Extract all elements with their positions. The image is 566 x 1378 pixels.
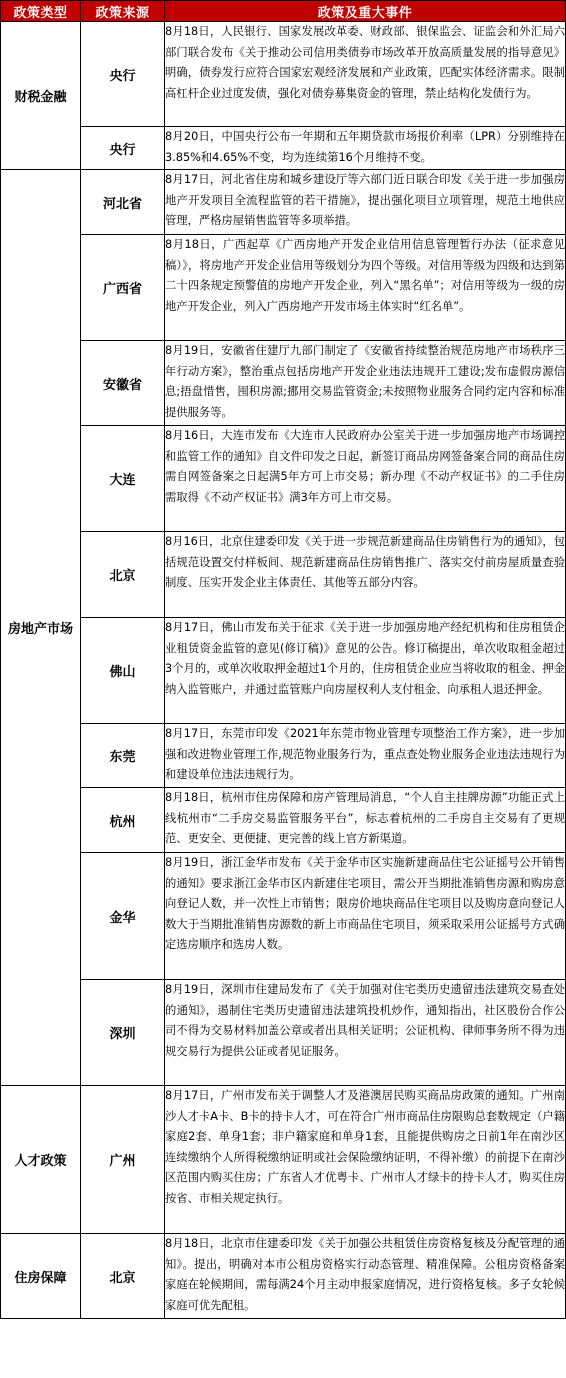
table-row	[1, 724, 566, 788]
policy-event-cell: 8月20日，中国央行公布一年期和五年期贷款市场报价利率（LPR）分别维持在3.85%和4.65%不变，均为连续第16个月维持不变。	[165, 127, 566, 170]
policy-type-cell: 财税金融	[1, 22, 81, 170]
table-row	[1, 618, 566, 724]
table-row	[1, 341, 566, 426]
policy-event-cell: 8月17日，广州市发布关于调整人才及港澳居民购买商品房政策的通知。广州南沙人才卡A卡、B卡的持卡人才，可在符合广州市商品住房限购总套数规定（户籍家庭2套、单身1套；非户籍家庭和单身1套，且能提供购房之日前1年在南沙区连续缴纳个人所得税缴纳证明或社会保险缴纳证明，不得补缴）的前提下在南沙区范围内购买住房；广东省人才优粤卡、广州市人才绿卡的持卡人才，购买住房按省、市相关规定执行。	[165, 1086, 566, 1234]
header-policy-type: 政策类型	[1, 1, 81, 22]
header-policy-event: 政策及重大事件	[165, 1, 566, 22]
table-row	[1, 1234, 566, 1319]
policy-event-cell: 8月18日，人民银行、国家发展改革委、财政部、银保监会、证监会和外汇局六部门联合发布《关于推动公司信用类债券市场改革开放高质量发展的指导意见》明确，债券发行应符合国家宏观经济发展和产业政策，匹配实体经济需求。限制高杠杆企业过度发债，强化对债券募集资金的管理，禁止结构化发债行为。	[165, 22, 566, 127]
policy-event-cell: 8月17日，佛山市发布关于征求《关于进一步加强房地产经纪机构和住房租赁企业租赁资金监管的意见(修订稿)》意见的公告。修订稿提出，单次收取租金超过3个月的，或单次收取押金超过1个月的，住房租赁企业应当将收取的租金、押金纳入监管账户，并通过监管账户向房屋权利人支付租金、向承租人退还押金。	[165, 618, 566, 724]
table-row	[1, 127, 566, 170]
policy-event-cell: 8月19日，深圳市住建局发布了《关于加强对住宅类历史遗留违法建筑交易查处的通知》，遏制住宅类历史遗留违法建筑投机炒作，通知指出，社区股份合作公司不得为交易材料加盖公章或者出具相关证明；公证机构、律师事务所不得为违规交易行为提供公证或者见证服务。	[165, 980, 566, 1086]
policy-source-cell: 佛山	[81, 618, 165, 724]
policy-source-cell: 杭州	[81, 788, 165, 853]
policy-event-cell: 8月18日，杭州市住房保障和房产管理局消息，“个人自主挂牌房源”功能正式上线杭州市“二手房交易监管服务平台”，标志着杭州的二手房自主交易有了更规范、更安全、更便捷、更完善的线上官方新渠道。	[165, 788, 566, 853]
policy-source-cell: 北京	[81, 1234, 165, 1319]
table-row	[1, 235, 566, 341]
policy-source-cell: 广州	[81, 1086, 165, 1234]
table-row	[1, 788, 566, 853]
policy-event-cell: 8月17日，河北省住房和城乡建设厅等六部门近日联合印发《关于进一步加强房地产开发项目全流程监管的若干措施》，提出强化项目立项管理，规范土地供应管理，严格房屋销售监管等多项举措。	[165, 170, 566, 235]
policy-source-cell: 央行	[81, 127, 165, 170]
policy-event-cell: 8月18日，北京市住建委印发《关于加强公共租赁住房资格复核及分配管理的通知》。提出，明确对本市公租房资格实行动态管理、精准保障。公租房资格备案家庭在轮候期间，需每满24个月主动申报家庭情况，进行资格复核。多子女轮候家庭可优先配租。	[165, 1234, 566, 1319]
policy-type-cell: 住房保障	[1, 1234, 81, 1319]
table-row	[1, 22, 566, 127]
policy-source-cell: 东莞	[81, 724, 165, 788]
policy-event-cell: 8月18日，广西起草《广西房地产开发企业信用信息管理暂行办法（征求意见稿）》，将房地产开发企业信用等级划分为四个等级。对信用等级为四级和达到第二十四条规定预警值的房地产开发企业，列入“黑名单”；对信用等级为一级的房地产开发企业，列入广西房地产开发市场主体实时“红名单”。	[165, 235, 566, 341]
policy-event-cell: 8月17日，东莞市印发《2021年东莞市物业管理专项整治工作方案》，进一步加强和改进物业管理工作,规范物业服务行为，重点查处物业服务企业违法违规行为和建设单位违法违规行为。	[165, 724, 566, 788]
policy-event-cell: 8月16日，北京住建委印发《关于进一步规范新建商品住房销售行为的通知》，包括规范设置交付样板间、规范新建商品住房销售推广、落实交付前房屋质量查验制度、压实开发企业主体责任、其他等五部分内容。	[165, 532, 566, 618]
policy-source-cell: 广西省	[81, 235, 165, 341]
header-row	[1, 1, 566, 22]
table-row	[1, 1086, 566, 1234]
policy-source-cell: 安徽省	[81, 341, 165, 426]
table-row	[1, 170, 566, 235]
policy-event-cell: 8月19日，安徽省住建厅九部门制定了《安徽省持续整治规范房地产市场秩序三年行动方案》，整治重点包括房地产开发企业违法违规开工建设;发布虚假房源信息;捂盘惜售，囤积房源;挪用交易监管资金;未按照物业服务合同约定内容和标准提供服务等。	[165, 341, 566, 426]
policy-source-cell: 金华	[81, 853, 165, 980]
table-row	[1, 532, 566, 618]
policy-source-cell: 河北省	[81, 170, 165, 235]
policy-type-cell: 人才政策	[1, 1086, 81, 1234]
policy-event-cell: 8月16日，大连市发布《大连市人民政府办公室关于进一步加强房地产市场调控和监管工作的通知》自文件印发之日起，新签订商品房网签备案合同的商品住房需自网签备案之日起满5年方可上市交易；新办理《不动产权证书》的二手住房需取得《不动产权证书》满3年方可上市交易。	[165, 426, 566, 532]
policy-event-cell: 8月19日，浙江金华市发布《关于金华市区实施新建商品住宅公证摇号公开销售的通知》要求浙江金华市区内新建住宅项目，需公开当期批准销售房源和购房意向登记人数，并一次性上市销售；限房价地块商品住宅项目以及购房意向登记人数大于当期批准销售房源数的新上市商品住宅项目，须采取采用公证摇号方式确定选房顺序和选房人数。	[165, 853, 566, 980]
table-row	[1, 980, 566, 1086]
policy-source-cell: 深圳	[81, 980, 165, 1086]
policy-source-cell: 大连	[81, 426, 165, 532]
policy-source-cell: 北京	[81, 532, 165, 618]
policy-type-cell: 房地产市场	[1, 170, 81, 1086]
policy-source-cell: 央行	[81, 22, 165, 127]
header-policy-source: 政策来源	[81, 1, 165, 22]
table-row	[1, 426, 566, 532]
table-row	[1, 853, 566, 980]
